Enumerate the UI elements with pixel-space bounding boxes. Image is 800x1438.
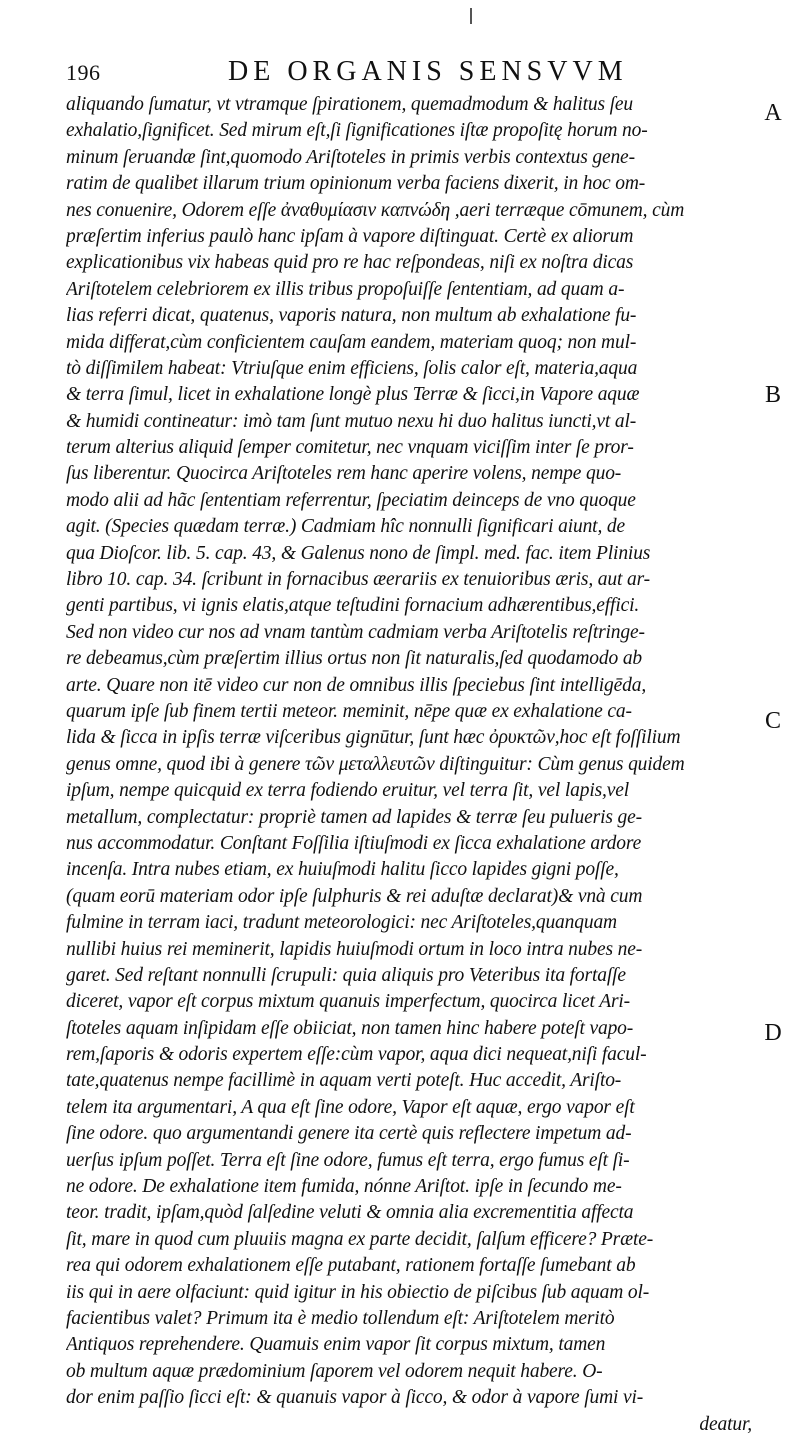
- text-line: tate,quatenus nempe facillimè in aquam verti poteſt. Huc accedit, Ariſto-: [66, 1070, 622, 1092]
- text-line: minum ſeruandæ ſint,quomodo Ariſtoteles in primis verbis contextus gene-: [66, 146, 635, 168]
- text-line: mida differat,cùm conficientem cauſam eandem, materiam quoq; non mul-: [66, 331, 637, 353]
- text-line: ne odore. De exhalatione item fumida, nónne Ariſtot. ipſe in ſecundo me-: [66, 1176, 622, 1198]
- text-line: ſine odore. quo argumentandi genere ita certè quis reflectere impetum ad-: [66, 1123, 632, 1145]
- page-number: 196: [66, 60, 101, 85]
- text-line: arte. Quare non itē video cur non de omnibus illis ſpeciebus ſint intelligēda,: [66, 674, 647, 696]
- text-line: agit. (Species quædam terræ.) Cadmiam hîc nonnulli ſignificari aiunt, de: [66, 516, 625, 538]
- text-line: uerſus ipſum poſſet. Terra eſt ſine odore, fumus eſt terra, ergo fumus eſt ſi-: [66, 1149, 630, 1171]
- text-line: Ariſtotelem celebriorem ex illis tribus propoſuiſſe ſententiam, ad quam a-: [66, 278, 625, 300]
- text-line: deatur,: [699, 1413, 752, 1435]
- margin-letter-a: A: [764, 100, 782, 126]
- page-header: [66, 56, 746, 96]
- text-line: Antiquos reprehendere. Quamuis enim vapor ſit corpus mixtum, tamen: [66, 1334, 606, 1356]
- text-line: nes conuenire, Odorem eſſe ἀναθυμίασιν καπνώδη ,aeri terræque cōmunem, cùm: [66, 199, 685, 221]
- text-line: ratim de qualibet illarum trium opinionum verba faciens dixerit, in hoc om-: [66, 173, 646, 195]
- text-line: lias referri dicat, quatenus, vaporis natura, non multum ab exhalatione fu-: [66, 305, 637, 327]
- text-line: incenſa. Intra nubes etiam, ex huiuſmodi halitu ſicco lapides gigni poſſe,: [66, 859, 619, 881]
- text-line: diceret, vapor eſt corpus mixtum quanuis imperfectum, quocirca licet Ari-: [66, 991, 631, 1013]
- text-line: terum alterius aliquid ſemper comitetur, nec vnquam viciſſim inter ſe pror-: [66, 437, 634, 459]
- margin-letter-d: D: [764, 1020, 782, 1046]
- text-line: Sed non video cur nos ad vnam tantùm cadmiam verba Ariſtotelis reſtringe-: [66, 621, 645, 643]
- text-line: rea qui odorem exhalationem eſſe putabant, rationem fortaſſe ſumebant ab: [66, 1255, 636, 1277]
- text-line: teor. tradit, ipſam,quòd ſalſedine veluti & omnia alia excrementitia affecta: [66, 1202, 634, 1224]
- text-line: genti partibus, vi ignis elatis,atque teſtudini fornacium adhærentibus,effici.: [66, 595, 640, 617]
- text-line: modo alii ad hãc ſententiam referrentur, ſpeciatim deinceps de vno quoque: [66, 489, 636, 511]
- text-line: & humidi contineatur: imò tam ſunt mutuo nexu hi duo halitus iuncti,vt al-: [66, 410, 637, 432]
- text-line: (quam eorū materiam odor ipſe ſulphuris & rei aduſtæ declarat)& vnà cum: [66, 885, 643, 907]
- text-line: præſertim inferius paulò hanc ipſam à vapore diſtinguat. Certè ex aliorum: [66, 225, 634, 247]
- text-line: telem ita argumentari, A qua eſt ſine odore, Vapor eſt aquæ, ergo vapor eſt: [66, 1096, 635, 1118]
- text-line: fulmine in terram iaci, tradunt meteorologici: nec Ariſtoteles,quanquam: [66, 912, 617, 934]
- text-line: re debeamus,cùm præſertim illius ortus non ſit naturalis,ſed quodamodo ab: [66, 648, 643, 670]
- text-line: aliquando ſumatur, vt vtramque ſpirationem, quemadmodum & halitus ſeu: [66, 94, 634, 115]
- text-line: ſtoteles aquam inſipidam eſſe obiiciat, non tamen hinc habere poteſt vapo-: [66, 1017, 634, 1039]
- text-line: nus accommodatur. Conſtant Foſſilia iſtiuſmodi ex ſicca exhalatione ardore: [66, 832, 642, 854]
- running-title: DE ORGANIS SENSVVM: [228, 56, 628, 87]
- text-line: explicationibus vix habeas quid pro re hac reſpondeas, niſi ex noſtra dicas: [66, 252, 634, 274]
- margin-letter-b: B: [764, 382, 781, 408]
- text-line: qua Dioſcor. lib. 5. cap. 43, & Galenus nono de ſimpl. med. fac. item Plinius: [66, 542, 651, 564]
- text-line: lida & ſicca in ipſis terræ viſceribus gignūtur, ſunt hæc ὀρυκτῶν,hoc eſt foſſilium: [66, 727, 681, 749]
- text-line: ſus liberentur. Quocirca Ariſtoteles rem hanc aperire volens, nempe quo-: [66, 463, 622, 485]
- print-mark: [470, 8, 472, 24]
- text-line: iis qui in aere olfaciunt: quid igitur in his obiectio de piſcibus ſub aquam ol-: [66, 1281, 650, 1303]
- text-line: libro 10. cap. 34. ſcribunt in fornacibus æerariis ex tenuioribus æris, aut ar-: [66, 569, 650, 591]
- text-line: dor enim paſſio ſicci eſt: & quanuis vapor à ſicco, & odor à vapore ſumi vi-: [66, 1387, 644, 1409]
- text-line: quarum ipſe ſub finem tertii meteor. meminit, nēpe quæ ex exhalatione ca-: [66, 700, 632, 722]
- text-line: facientibus valet? Primum ita è medio tollendum eſt: Ariſtotelem meritò: [66, 1307, 615, 1329]
- text-line: exhalatio,ſignificet. Sed mirum eſt,ſi ſignificationes iſtæ propoſitę horum no-: [66, 120, 648, 142]
- text-line: garet. Sed reſtant nonnulli ſcrupuli: quia aliquis pro Veteribus ita fortaſſe: [66, 964, 626, 986]
- margin-letter-c: C: [764, 708, 781, 734]
- text-line: genus omne, quod ibi à genere τῶν μεταλλευτῶν diſtinguitur: Cùm genus quidem: [66, 753, 685, 775]
- text-line: & terra ſimul, licet in exhalatione longè plus Terræ & ſicci,in Vapore aquæ: [66, 384, 640, 406]
- text-line: rem,ſaporis & odoris expertem eſſe:cùm vapor, aqua dici nequeat,niſi facul-: [66, 1044, 647, 1066]
- text-line: ſit, mare in quod cum pluuiis magna ex parte decidit, ſalſum efficere? Præte-: [66, 1228, 654, 1250]
- text-line: tò diſſimilem habeat: Vtriuſque enim efficiens, ſolis calor eſt, materia,aqua: [66, 357, 638, 379]
- text-line: metallum, complectatur: propriè tamen ad lapides & terræ ſeu pulueris ge-: [66, 806, 642, 828]
- text-line: ipſum, nempe quicquid ex terra fodiendo eruitur, vel terra ſit, vel lapis,vel: [66, 780, 630, 802]
- text-line: ob multum aquæ prædominium ſaporem vel odorem nequit habere. O-: [66, 1360, 603, 1382]
- text-line: nullibi huius rei meminerit, lapidis huiuſmodi ortum in loco intra nubes ne-: [66, 938, 643, 960]
- body-text: [66, 92, 752, 1438]
